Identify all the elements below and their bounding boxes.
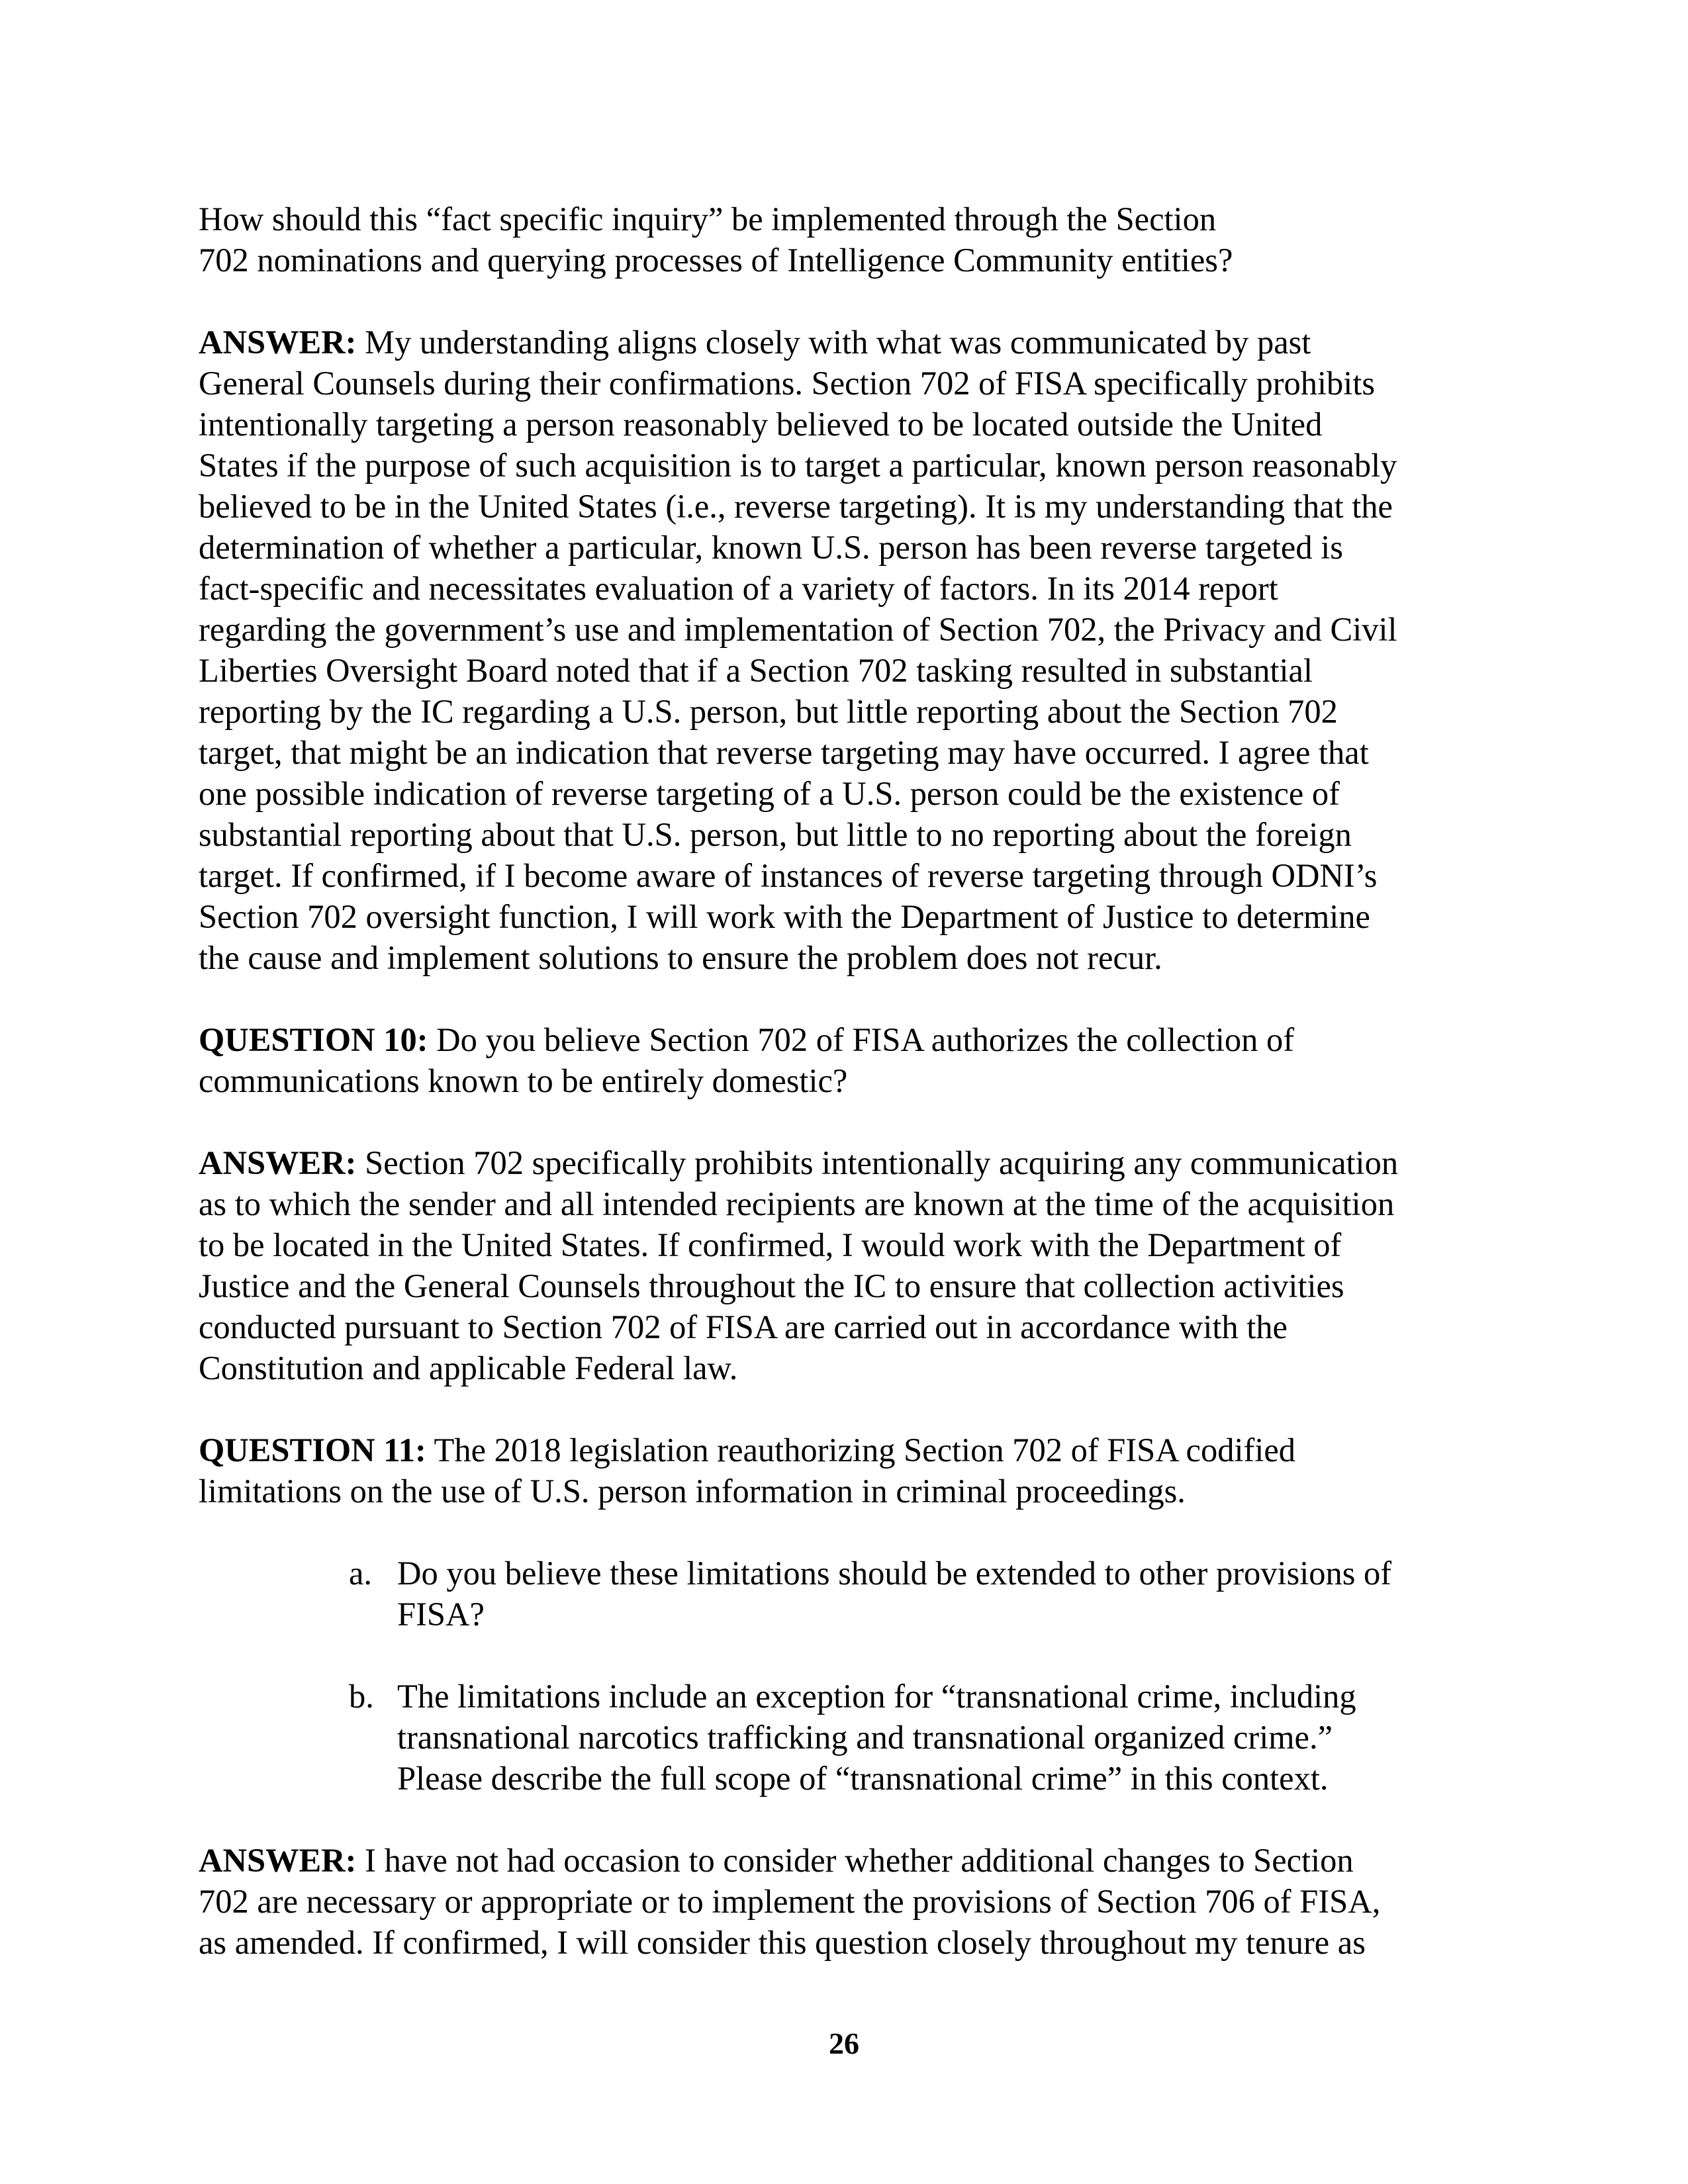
text-line: to be located in the United States. If confirmed, I would work with the Department of <box>199 1226 1342 1263</box>
text-line: States if the purpose of such acquisition is to target a particular, known person reasonably <box>199 447 1397 484</box>
answer-11-paragraph <box>199 1840 1496 1963</box>
text-line: fact-specific and necessitates evaluation of a variety of factors. In its 2014 report <box>199 570 1278 607</box>
text-line: believed to be in the United States (i.e., reverse targeting). It is my understanding that the <box>199 488 1393 525</box>
list-marker: b. <box>349 1678 374 1715</box>
text-segment: The 2018 legislation reauthorizing Section 702 of FISA codified <box>426 1432 1296 1469</box>
answer-label: ANSWER: <box>199 324 357 361</box>
text-line: determination of whether a particular, known U.S. person has been reverse targeted is <box>199 529 1343 566</box>
question-label: QUESTION 10: <box>199 1021 428 1058</box>
text-segment: My understanding aligns closely with what was communicated by past <box>356 324 1311 361</box>
text-line: target. If confirmed, if I become aware of instances of reverse targeting through ODNI’s <box>199 857 1378 894</box>
document-page <box>199 199 1496 2004</box>
text-line: target, that might be an indication that reverse targeting may have occurred. I agree that <box>199 734 1369 771</box>
text-line: 702 nominations and querying processes of Intelligence Community entities? <box>199 242 1233 279</box>
answer-10-paragraph <box>199 1142 1496 1388</box>
text-segment: Do you believe Section 702 of FISA authorizes the collection of <box>428 1021 1295 1058</box>
text-line: as amended. If confirmed, I will consider this question closely throughout my tenure as <box>199 1924 1366 1961</box>
text-line <box>199 1430 1496 1471</box>
text-line <box>199 1019 1496 1060</box>
text-line: conducted pursuant to Section 702 of FISA are carried out in accordance with the <box>199 1308 1288 1345</box>
text-line: Please describe the full scope of “transnational crime” in this context. <box>397 1760 1329 1797</box>
text-line: reporting by the IC regarding a U.S. person, but little reporting about the Section 702 <box>199 693 1338 730</box>
question-11-subitems <box>199 1553 1496 1799</box>
text-line: communications known to be entirely domestic? <box>199 1062 848 1099</box>
text-line <box>199 1840 1496 1881</box>
text-line: transnational narcotics trafficking and transnational organized crime.” <box>397 1719 1333 1756</box>
text-line: intentionally targeting a person reasonably believed to be located outside the United <box>199 406 1323 443</box>
text-line: the cause and implement solutions to ensure the problem does not recur. <box>199 939 1162 976</box>
answer-label: ANSWER: <box>199 1144 357 1181</box>
text-line: Constitution and applicable Federal law. <box>199 1349 738 1387</box>
text-line: Do you believe these limitations should be extended to other provisions of <box>397 1555 1392 1592</box>
text-line <box>199 322 1496 363</box>
list-item-a <box>199 1553 1496 1635</box>
question-10-paragraph <box>199 1019 1496 1101</box>
text-line: one possible indication of reverse targeting of a U.S. person could be the existence of <box>199 775 1340 812</box>
text-line: regarding the government’s use and implementation of Section 702, the Privacy and Civil <box>199 611 1397 648</box>
text-line: 702 are necessary or appropriate or to implement the provisions of Section 706 of FISA, <box>199 1883 1381 1920</box>
text-line: Justice and the General Counsels throughout the IC to ensure that collection activities <box>199 1267 1344 1304</box>
text-line: as to which the sender and all intended recipients are known at the time of the acquisition <box>199 1185 1395 1222</box>
text-line: limitations on the use of U.S. person information in criminal proceedings. <box>199 1473 1186 1510</box>
text-line: substantial reporting about that U.S. person, but little to no reporting about the foreign <box>199 816 1352 853</box>
question-11-paragraph <box>199 1430 1496 1512</box>
text-line: Section 702 oversight function, I will work with the Department of Justice to determine <box>199 898 1370 935</box>
text-line: General Counsels during their confirmations. Section 702 of FISA specifically prohibits <box>199 365 1376 402</box>
list-marker: a. <box>349 1555 373 1592</box>
question-9-continuation <box>199 199 1496 281</box>
page-number: 26 <box>829 2026 859 2060</box>
text-line: The limitations include an exception for “transnational crime, including <box>397 1678 1356 1715</box>
text-line: FISA? <box>397 1596 485 1633</box>
answer-label: ANSWER: <box>199 1842 357 1879</box>
text-segment: I have not had occasion to consider whether additional changes to Section <box>356 1842 1354 1879</box>
text-line <box>199 1142 1496 1183</box>
question-label: QUESTION 11: <box>199 1432 426 1469</box>
list-item-b <box>199 1676 1496 1799</box>
answer-9-paragraph <box>199 322 1496 978</box>
text-line: Liberties Oversight Board noted that if a Section 702 tasking resulted in substantial <box>199 652 1313 689</box>
text-line: How should this “fact specific inquiry” be implemented through the Section <box>199 201 1217 238</box>
text-segment: Section 702 specifically prohibits intentionally acquiring any communication <box>356 1144 1399 1181</box>
